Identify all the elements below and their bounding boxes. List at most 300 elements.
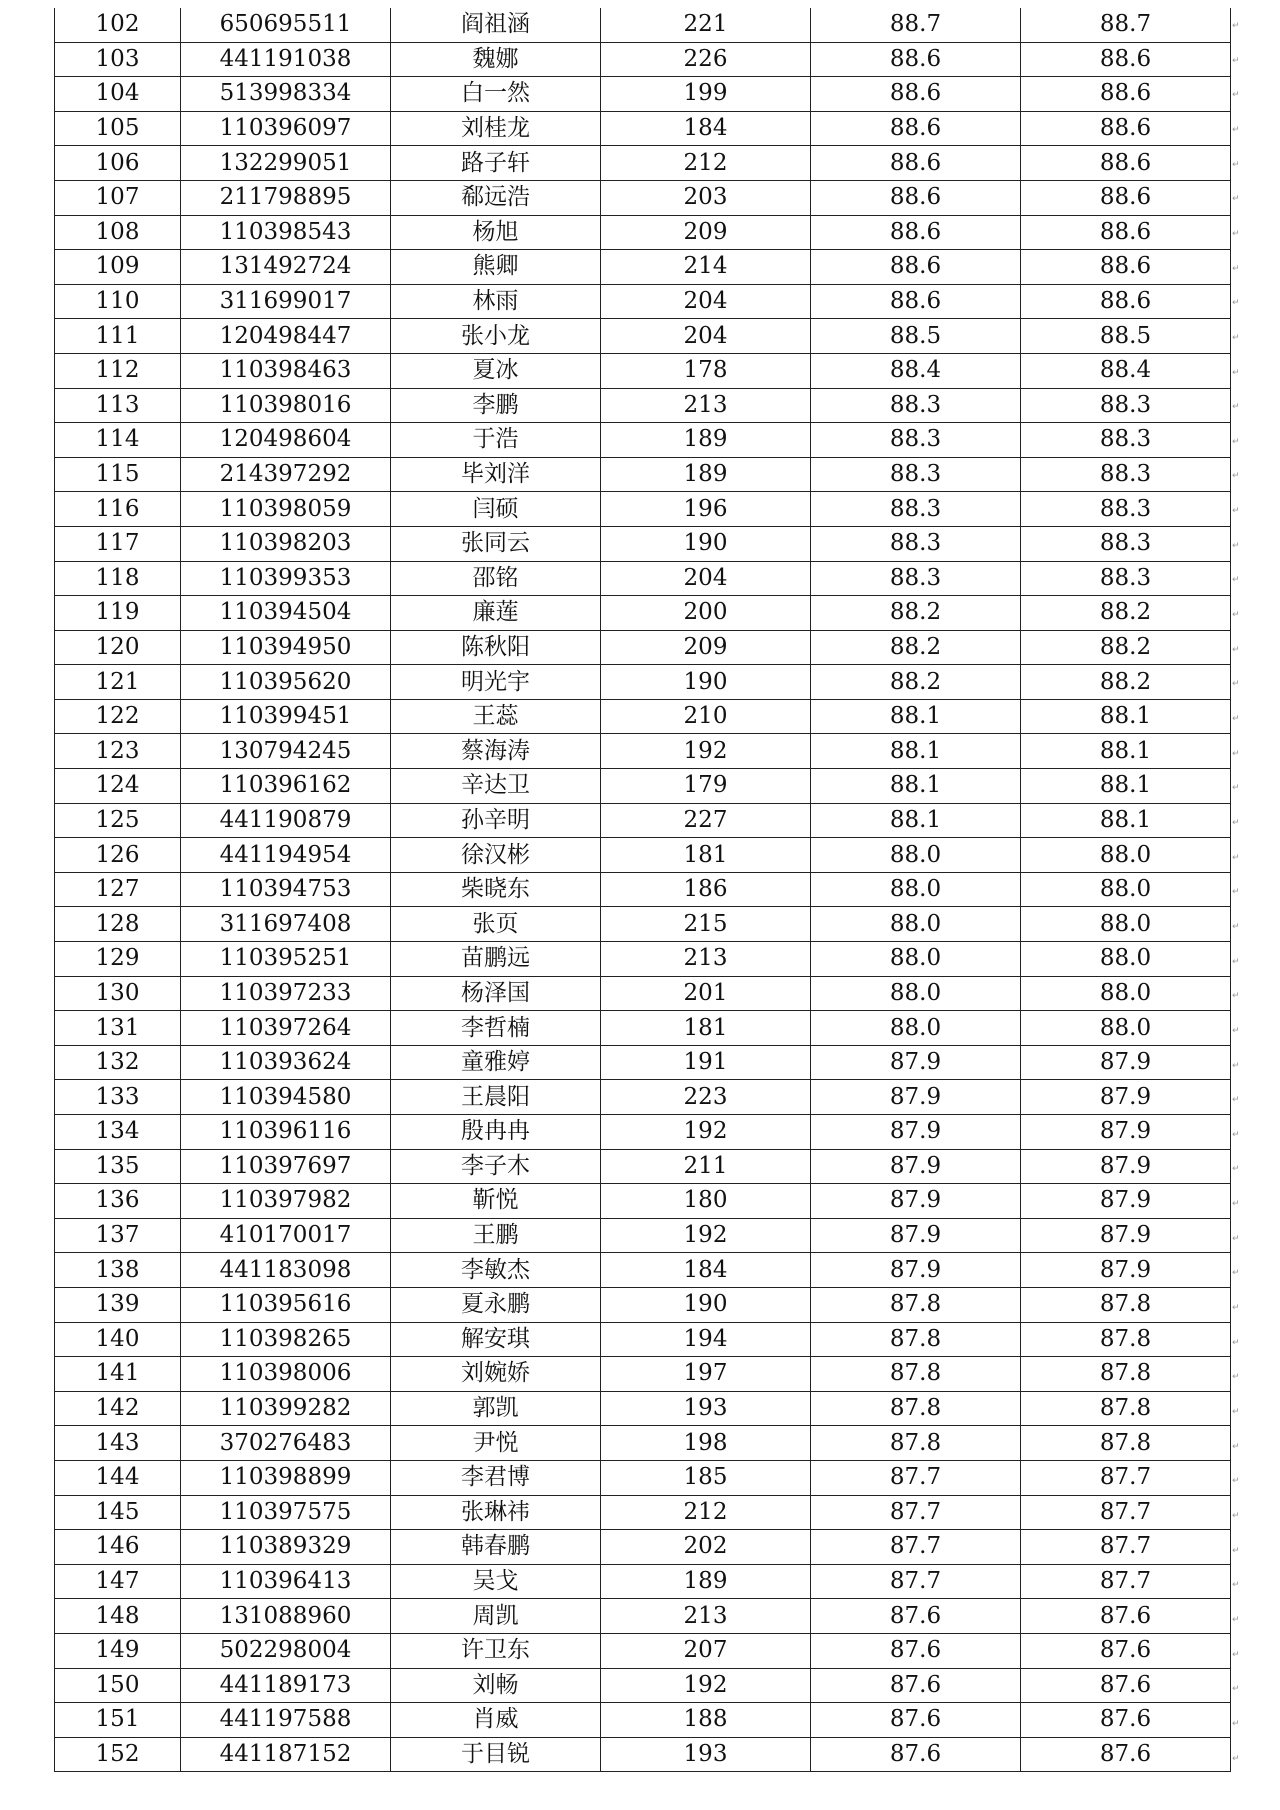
table-row: [55, 457, 1231, 492]
final-score-cell: 88.3: [1021, 526, 1231, 561]
row-number-cell: 147: [55, 1564, 181, 1599]
score-cell: 87.6: [811, 1668, 1021, 1703]
row-number-cell: 108: [55, 215, 181, 250]
candidate-id-cell: 110398543: [181, 215, 391, 250]
final-score-cell: 87.9: [1021, 1115, 1231, 1150]
name-cell: 张页: [391, 907, 601, 942]
row-number-cell: 119: [55, 596, 181, 631]
paragraph-mark-icon: ↵: [1232, 1025, 1240, 1036]
score-cell: 88.6: [811, 215, 1021, 250]
row-number-cell: 149: [55, 1633, 181, 1668]
final-score-cell: 87.9: [1021, 1045, 1231, 1080]
candidate-id-cell: 110395251: [181, 942, 391, 977]
score-cell: 87.6: [811, 1737, 1021, 1772]
candidate-id-cell: 441183098: [181, 1253, 391, 1288]
count-cell: 202: [601, 1530, 811, 1565]
score-cell: 88.6: [811, 146, 1021, 181]
row-number-cell: 133: [55, 1080, 181, 1115]
name-cell: 王晨阳: [391, 1080, 601, 1115]
final-score-cell: 87.7: [1021, 1530, 1231, 1565]
final-score-cell: 87.7: [1021, 1460, 1231, 1495]
score-cell: 88.1: [811, 699, 1021, 734]
candidate-id-cell: 120498604: [181, 423, 391, 458]
paragraph-mark-icon: ↵: [1232, 748, 1240, 759]
name-cell: 刘桂龙: [391, 111, 601, 146]
row-number-cell: 116: [55, 492, 181, 527]
final-score-cell: 87.8: [1021, 1322, 1231, 1357]
table-row: [55, 1530, 1231, 1565]
table-row: [55, 699, 1231, 734]
final-score-cell: 88.6: [1021, 284, 1231, 319]
paragraph-mark-icon: ↵: [1232, 1753, 1240, 1764]
candidate-id-cell: 441190879: [181, 803, 391, 838]
score-cell: 87.6: [811, 1703, 1021, 1738]
score-cell: 88.0: [811, 976, 1021, 1011]
paragraph-mark-icon: ↵: [1232, 1060, 1240, 1071]
count-cell: 209: [601, 630, 811, 665]
name-cell: 魏娜: [391, 42, 601, 77]
final-score-cell: 88.6: [1021, 215, 1231, 250]
score-cell: 88.6: [811, 77, 1021, 112]
count-cell: 194: [601, 1322, 811, 1357]
final-score-cell: 88.0: [1021, 976, 1231, 1011]
row-number-cell: 102: [55, 8, 181, 42]
score-cell: 88.0: [811, 872, 1021, 907]
score-cell: 88.2: [811, 596, 1021, 631]
score-cell: 88.6: [811, 180, 1021, 215]
name-cell: 明光宇: [391, 665, 601, 700]
row-number-cell: 124: [55, 769, 181, 804]
name-cell: 柴晓东: [391, 872, 601, 907]
name-cell: 陈秋阳: [391, 630, 601, 665]
final-score-cell: 88.3: [1021, 388, 1231, 423]
paragraph-mark-icon: ↵: [1232, 228, 1240, 239]
candidate-id-cell: 441189173: [181, 1668, 391, 1703]
table-row: [55, 1149, 1231, 1184]
paragraph-mark-icon: ↵: [1232, 1476, 1240, 1487]
count-cell: 226: [601, 42, 811, 77]
candidate-id-cell: 110398899: [181, 1460, 391, 1495]
row-number-cell: 130: [55, 976, 181, 1011]
count-cell: 190: [601, 665, 811, 700]
candidate-id-cell: 130794245: [181, 734, 391, 769]
final-score-cell: 88.3: [1021, 492, 1231, 527]
table-row: [55, 1322, 1231, 1357]
count-cell: 204: [601, 284, 811, 319]
score-cell: 88.1: [811, 803, 1021, 838]
paragraph-mark-icon: ↵: [1232, 1684, 1240, 1695]
count-cell: 193: [601, 1391, 811, 1426]
paragraph-mark-icon: ↵: [1232, 610, 1240, 621]
name-cell: 杨旭: [391, 215, 601, 250]
row-number-cell: 129: [55, 942, 181, 977]
final-score-cell: 88.6: [1021, 146, 1231, 181]
paragraph-mark-icon: ↵: [1232, 852, 1240, 863]
final-score-cell: 87.6: [1021, 1633, 1231, 1668]
table-row: [55, 250, 1231, 285]
paragraph-mark-icon: ↵: [1232, 1545, 1240, 1556]
candidate-id-cell: 441191038: [181, 42, 391, 77]
name-cell: 闫硕: [391, 492, 601, 527]
row-number-cell: 113: [55, 388, 181, 423]
table-row: [55, 769, 1231, 804]
count-cell: 203: [601, 180, 811, 215]
paragraph-mark-icon: ↵: [1232, 540, 1240, 551]
paragraph-mark-icon: ↵: [1232, 124, 1240, 135]
final-score-cell: 88.0: [1021, 907, 1231, 942]
row-number-cell: 107: [55, 180, 181, 215]
row-number-cell: 118: [55, 561, 181, 596]
score-cell: 87.7: [811, 1495, 1021, 1530]
candidate-id-cell: 110394753: [181, 872, 391, 907]
name-cell: 郭凯: [391, 1391, 601, 1426]
name-cell: 李子木: [391, 1149, 601, 1184]
final-score-cell: 87.9: [1021, 1184, 1231, 1219]
name-cell: 靳悦: [391, 1184, 601, 1219]
candidate-id-cell: 110397575: [181, 1495, 391, 1530]
name-cell: 周凯: [391, 1599, 601, 1634]
table-row: [55, 1357, 1231, 1392]
paragraph-mark-icon: ↵: [1232, 644, 1240, 655]
table-row: [55, 803, 1231, 838]
name-cell: 解安琪: [391, 1322, 601, 1357]
count-cell: 190: [601, 1287, 811, 1322]
name-cell: 刘婉娇: [391, 1357, 601, 1392]
name-cell: 殷冉冉: [391, 1115, 601, 1150]
count-cell: 188: [601, 1703, 811, 1738]
final-score-cell: 88.0: [1021, 1011, 1231, 1046]
candidate-id-cell: 513998334: [181, 77, 391, 112]
final-score-cell: 88.1: [1021, 803, 1231, 838]
count-cell: 197: [601, 1357, 811, 1392]
paragraph-mark-icon: ↵: [1232, 194, 1240, 205]
final-score-cell: 87.7: [1021, 1495, 1231, 1530]
row-number-cell: 128: [55, 907, 181, 942]
table-row: [55, 665, 1231, 700]
name-cell: 刘畅: [391, 1668, 601, 1703]
row-number-cell: 106: [55, 146, 181, 181]
candidate-id-cell: 110394580: [181, 1080, 391, 1115]
final-score-cell: 87.8: [1021, 1357, 1231, 1392]
table-row: [55, 1564, 1231, 1599]
row-number-cell: 115: [55, 457, 181, 492]
name-cell: 廉莲: [391, 596, 601, 631]
paragraph-mark-icon: ↵: [1232, 1580, 1240, 1591]
score-cell: 88.0: [811, 838, 1021, 873]
paragraph-mark-icon: ↵: [1232, 1129, 1240, 1140]
name-cell: 童雅婷: [391, 1045, 601, 1080]
row-number-cell: 125: [55, 803, 181, 838]
candidate-id-cell: 110398006: [181, 1357, 391, 1392]
table-row: [55, 734, 1231, 769]
count-cell: 213: [601, 388, 811, 423]
table-row: [55, 1011, 1231, 1046]
name-cell: 路子轩: [391, 146, 601, 181]
table-row: [55, 1080, 1231, 1115]
paragraph-mark-icon: ↵: [1232, 263, 1240, 274]
candidate-id-cell: 441197588: [181, 1703, 391, 1738]
table-row: [55, 1599, 1231, 1634]
name-cell: 张小龙: [391, 319, 601, 354]
final-score-cell: 87.9: [1021, 1080, 1231, 1115]
score-cell: 88.3: [811, 423, 1021, 458]
paragraph-mark-icon: ↵: [1232, 159, 1240, 170]
count-cell: 192: [601, 734, 811, 769]
score-cell: 88.6: [811, 284, 1021, 319]
count-cell: 189: [601, 1564, 811, 1599]
count-cell: 192: [601, 1115, 811, 1150]
count-cell: 184: [601, 111, 811, 146]
row-number-cell: 126: [55, 838, 181, 873]
candidate-id-cell: 311697408: [181, 907, 391, 942]
table-row: [55, 872, 1231, 907]
final-score-cell: 88.3: [1021, 457, 1231, 492]
table-row: [55, 942, 1231, 977]
final-score-cell: 87.8: [1021, 1287, 1231, 1322]
final-score-cell: 88.0: [1021, 838, 1231, 873]
paragraph-mark-icon: ↵: [1232, 1268, 1240, 1279]
count-cell: 199: [601, 77, 811, 112]
row-number-cell: 122: [55, 699, 181, 734]
table-row: [55, 561, 1231, 596]
table-row: [55, 976, 1231, 1011]
paragraph-mark-icon: ↵: [1232, 679, 1240, 690]
row-number-cell: 148: [55, 1599, 181, 1634]
count-cell: 192: [601, 1668, 811, 1703]
candidate-id-cell: 110397697: [181, 1149, 391, 1184]
count-cell: 198: [601, 1426, 811, 1461]
count-cell: 213: [601, 1599, 811, 1634]
score-cell: 88.1: [811, 769, 1021, 804]
row-number-cell: 103: [55, 42, 181, 77]
table-row: [55, 388, 1231, 423]
name-cell: 阎祖涵: [391, 8, 601, 42]
score-cell: 87.6: [811, 1599, 1021, 1634]
paragraph-mark-icon: ↵: [1232, 1337, 1240, 1348]
row-number-cell: 150: [55, 1668, 181, 1703]
row-number-cell: 105: [55, 111, 181, 146]
score-cell: 87.8: [811, 1322, 1021, 1357]
candidate-id-cell: 110396097: [181, 111, 391, 146]
count-cell: 180: [601, 1184, 811, 1219]
name-cell: 孙辛明: [391, 803, 601, 838]
score-cell: 88.3: [811, 388, 1021, 423]
final-score-cell: 87.9: [1021, 1149, 1231, 1184]
count-cell: 209: [601, 215, 811, 250]
score-table: [54, 8, 1231, 1772]
row-number-cell: 136: [55, 1184, 181, 1219]
paragraph-mark-icon: ↵: [1232, 1303, 1240, 1314]
name-cell: 李鹏: [391, 388, 601, 423]
table-row: [55, 1287, 1231, 1322]
name-cell: 李君博: [391, 1460, 601, 1495]
final-score-cell: 88.2: [1021, 596, 1231, 631]
row-number-cell: 117: [55, 526, 181, 561]
candidate-id-cell: 441187152: [181, 1737, 391, 1772]
score-cell: 88.6: [811, 111, 1021, 146]
paragraph-mark-icon: ↵: [1232, 298, 1240, 309]
final-score-cell: 88.5: [1021, 319, 1231, 354]
candidate-id-cell: 110397982: [181, 1184, 391, 1219]
table-row: [55, 1737, 1231, 1772]
table-row: [55, 1426, 1231, 1461]
name-cell: 李哲楠: [391, 1011, 601, 1046]
score-cell: 87.9: [811, 1045, 1021, 1080]
score-cell: 87.7: [811, 1530, 1021, 1565]
count-cell: 223: [601, 1080, 811, 1115]
count-cell: 204: [601, 319, 811, 354]
table-row: [55, 596, 1231, 631]
final-score-cell: 87.6: [1021, 1599, 1231, 1634]
count-cell: 191: [601, 1045, 811, 1080]
final-score-cell: 88.1: [1021, 699, 1231, 734]
name-cell: 邵铭: [391, 561, 601, 596]
final-score-cell: 87.6: [1021, 1737, 1231, 1772]
candidate-id-cell: 650695511: [181, 8, 391, 42]
candidate-id-cell: 110396413: [181, 1564, 391, 1599]
row-number-cell: 138: [55, 1253, 181, 1288]
score-cell: 88.2: [811, 630, 1021, 665]
row-number-cell: 140: [55, 1322, 181, 1357]
paragraph-mark-icon: ↵: [1232, 1233, 1240, 1244]
paragraph-mark-icon: ↵: [1232, 1510, 1240, 1521]
name-cell: 张琳祎: [391, 1495, 601, 1530]
paragraph-mark-icon: ↵: [1232, 887, 1240, 898]
final-score-cell: 88.2: [1021, 630, 1231, 665]
row-number-cell: 132: [55, 1045, 181, 1080]
row-number-cell: 152: [55, 1737, 181, 1772]
count-cell: 184: [601, 1253, 811, 1288]
table-row: [55, 180, 1231, 215]
candidate-id-cell: 110399282: [181, 1391, 391, 1426]
paragraph-mark-icon: ↵: [1232, 367, 1240, 378]
paragraph-mark-icon: ↵: [1232, 1095, 1240, 1106]
candidate-id-cell: 110389329: [181, 1530, 391, 1565]
name-cell: 辛达卫: [391, 769, 601, 804]
paragraph-mark-icon: ↵: [1232, 1164, 1240, 1175]
score-cell: 88.7: [811, 8, 1021, 42]
candidate-id-cell: 311699017: [181, 284, 391, 319]
table-row: [55, 42, 1231, 77]
name-cell: 许卫东: [391, 1633, 601, 1668]
final-score-cell: 88.6: [1021, 180, 1231, 215]
name-cell: 张同云: [391, 526, 601, 561]
score-table-body: [55, 8, 1231, 1772]
row-number-cell: 145: [55, 1495, 181, 1530]
count-cell: 192: [601, 1218, 811, 1253]
count-cell: 181: [601, 838, 811, 873]
candidate-id-cell: 131088960: [181, 1599, 391, 1634]
row-number-cell: 123: [55, 734, 181, 769]
paragraph-mark-icon: ↵: [1232, 921, 1240, 932]
row-number-cell: 114: [55, 423, 181, 458]
candidate-id-cell: 110393624: [181, 1045, 391, 1080]
final-score-cell: 87.8: [1021, 1426, 1231, 1461]
count-cell: 211: [601, 1149, 811, 1184]
table-row: [55, 1218, 1231, 1253]
name-cell: 于目锐: [391, 1737, 601, 1772]
candidate-id-cell: 410170017: [181, 1218, 391, 1253]
score-cell: 87.8: [811, 1391, 1021, 1426]
score-cell: 87.9: [811, 1253, 1021, 1288]
final-score-cell: 88.2: [1021, 665, 1231, 700]
count-cell: 193: [601, 1737, 811, 1772]
row-number-cell: 137: [55, 1218, 181, 1253]
count-cell: 200: [601, 596, 811, 631]
row-number-cell: 146: [55, 1530, 181, 1565]
name-cell: 王蕊: [391, 699, 601, 734]
name-cell: 夏冰: [391, 353, 601, 388]
count-cell: 179: [601, 769, 811, 804]
table-row: [55, 907, 1231, 942]
table-row: [55, 630, 1231, 665]
final-score-cell: 87.9: [1021, 1253, 1231, 1288]
score-cell: 88.3: [811, 526, 1021, 561]
final-score-cell: 88.4: [1021, 353, 1231, 388]
candidate-id-cell: 120498447: [181, 319, 391, 354]
score-cell: 87.8: [811, 1426, 1021, 1461]
paragraph-mark-icon: ↵: [1232, 402, 1240, 413]
row-number-cell: 112: [55, 353, 181, 388]
score-cell: 87.7: [811, 1564, 1021, 1599]
table-row: [55, 1460, 1231, 1495]
table-row: [55, 77, 1231, 112]
final-score-cell: 88.6: [1021, 250, 1231, 285]
final-score-cell: 88.1: [1021, 734, 1231, 769]
count-cell: 215: [601, 907, 811, 942]
table-row: [55, 1045, 1231, 1080]
candidate-id-cell: 131492724: [181, 250, 391, 285]
candidate-id-cell: 214397292: [181, 457, 391, 492]
name-cell: 徐汉彬: [391, 838, 601, 873]
score-cell: 88.1: [811, 734, 1021, 769]
table-row: [55, 284, 1231, 319]
score-cell: 88.3: [811, 492, 1021, 527]
candidate-id-cell: 502298004: [181, 1633, 391, 1668]
name-cell: 蔡海涛: [391, 734, 601, 769]
table-row: [55, 526, 1231, 561]
candidate-id-cell: 110395616: [181, 1287, 391, 1322]
name-cell: 杨泽国: [391, 976, 601, 1011]
candidate-id-cell: 110396162: [181, 769, 391, 804]
final-score-cell: 88.1: [1021, 769, 1231, 804]
paragraph-mark-icon: ↵: [1232, 332, 1240, 343]
name-cell: 李敏杰: [391, 1253, 601, 1288]
paragraph-mark-icon: ↵: [1232, 1407, 1240, 1417]
table-row: [55, 1253, 1231, 1288]
candidate-id-cell: 110399451: [181, 699, 391, 734]
score-cell: 87.9: [811, 1115, 1021, 1150]
paragraph-mark-icon: ↵: [1232, 991, 1240, 1002]
row-number-cell: 151: [55, 1703, 181, 1738]
count-cell: 207: [601, 1633, 811, 1668]
row-number-cell: 131: [55, 1011, 181, 1046]
candidate-id-cell: 110398463: [181, 353, 391, 388]
paragraph-mark-icon: ↵: [1232, 21, 1240, 31]
candidate-id-cell: 110394504: [181, 596, 391, 631]
table-row: [55, 111, 1231, 146]
final-score-cell: 88.6: [1021, 77, 1231, 112]
name-cell: 吴戈: [391, 1564, 601, 1599]
table-row: [55, 353, 1231, 388]
count-cell: 189: [601, 423, 811, 458]
name-cell: 郗远浩: [391, 180, 601, 215]
count-cell: 185: [601, 1460, 811, 1495]
table-row: [55, 146, 1231, 181]
row-number-cell: 121: [55, 665, 181, 700]
final-score-cell: 87.8: [1021, 1391, 1231, 1426]
count-cell: 210: [601, 699, 811, 734]
